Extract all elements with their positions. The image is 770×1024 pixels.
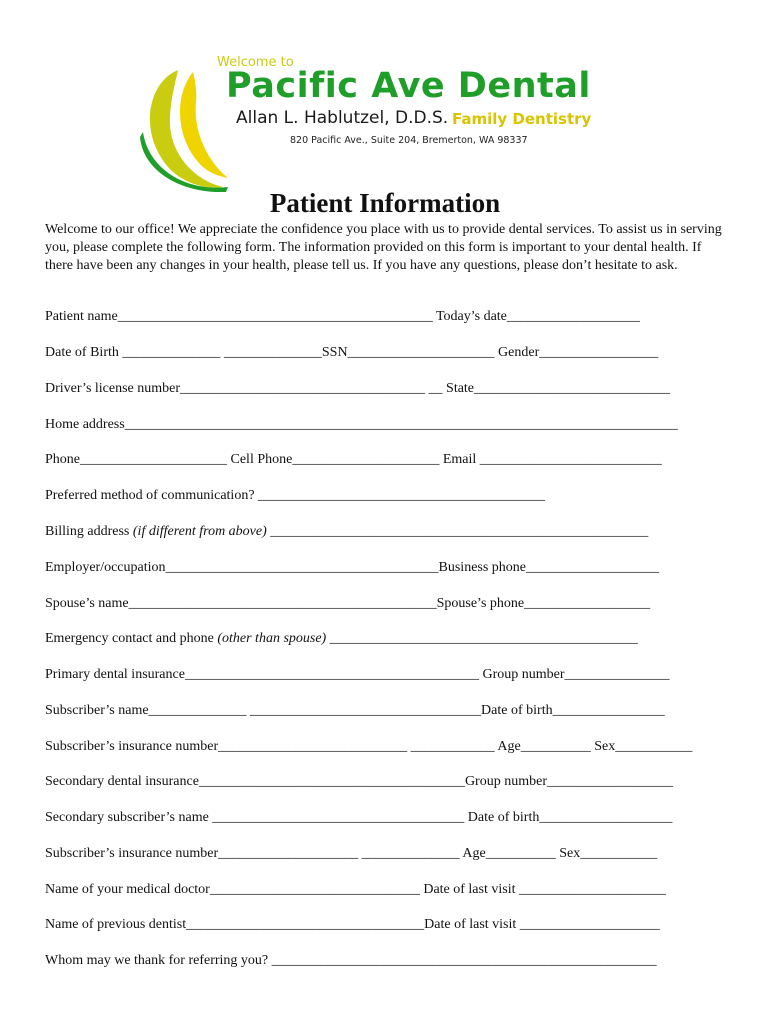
brand-name: Pacific Ave Dental bbox=[226, 66, 591, 106]
field-secondary-insurance[interactable]: Secondary dental insurance______________________________________Group number__________________ bbox=[45, 774, 673, 789]
field-secondary-subscriber[interactable]: Secondary subscriber’s name ____________________________________ Date of birth___________________ bbox=[45, 810, 673, 825]
field-medical-doctor[interactable]: Name of your medical doctor______________________________ Date of last visit _____________________ bbox=[45, 882, 666, 897]
field-patient-name[interactable]: Patient name_____________________________________________ Today’s date___________________ bbox=[45, 309, 640, 324]
field-phone[interactable]: Phone_____________________ Cell Phone_____________________ Email __________________________ bbox=[45, 452, 662, 467]
tagline: Family Dentistry bbox=[452, 110, 592, 128]
doctor-name: Allan L. Hablutzel, D.D.S. bbox=[236, 108, 449, 128]
field-billing-address[interactable]: Billing address (if different from above) ______________________________________________________ bbox=[45, 524, 649, 539]
intro-paragraph: Welcome to our office! We appreciate the confidence you place with us to provide dental services. To assist us in serving you, please complete the following form. The information provided on this form is important to your dental health. If there have been any changes in your health, please tell us. If you have any questions, please don’t hesitate to ask. bbox=[45, 222, 722, 273]
welcome-text: Welcome to bbox=[217, 55, 294, 70]
field-drivers-license[interactable]: Driver’s license number___________________________________ __ State____________________________ bbox=[45, 381, 671, 396]
field-spouse[interactable]: Spouse’s name____________________________________________Spouse’s phone__________________ bbox=[45, 596, 651, 611]
field-subscriber-name[interactable]: Subscriber’s name______________ _________________________________Date of birth________________ bbox=[45, 703, 665, 718]
field-previous-dentist[interactable]: Name of previous dentist__________________________________Date of last visit ____________________ bbox=[45, 917, 660, 932]
clinic-address: 820 Pacific Ave., Suite 204, Bremerton, WA 98337 bbox=[290, 135, 528, 146]
field-home-address[interactable]: Home address_______________________________________________________________________________ bbox=[45, 417, 678, 432]
field-emergency-contact[interactable]: Emergency contact and phone (other than spouse) ____________________________________________ bbox=[45, 631, 638, 646]
field-employer[interactable]: Employer/occupation_______________________________________Business phone___________________ bbox=[45, 560, 660, 575]
field-subscriber-insurance-number[interactable]: Subscriber’s insurance number___________________________ ____________ Age__________ Sex___________ bbox=[45, 739, 693, 754]
field-preferred-communication[interactable]: Preferred method of communication? _________________________________________ bbox=[45, 488, 546, 503]
crescent-logo-icon bbox=[138, 62, 228, 192]
field-date-of-birth[interactable]: Date of Birth ______________ ______________SSN_____________________ Gender_________________ bbox=[45, 345, 659, 360]
field-referral[interactable]: Whom may we thank for referring you? _______________________________________________________ bbox=[45, 953, 657, 968]
page-title: Patient Information bbox=[269, 188, 501, 218]
field-secondary-subscriber-number[interactable]: Subscriber’s insurance number____________________ ______________ Age__________ Sex___________ bbox=[45, 846, 658, 861]
letterhead bbox=[0, 0, 770, 190]
field-primary-insurance[interactable]: Primary dental insurance__________________________________________ Group number_______________ bbox=[45, 667, 670, 682]
